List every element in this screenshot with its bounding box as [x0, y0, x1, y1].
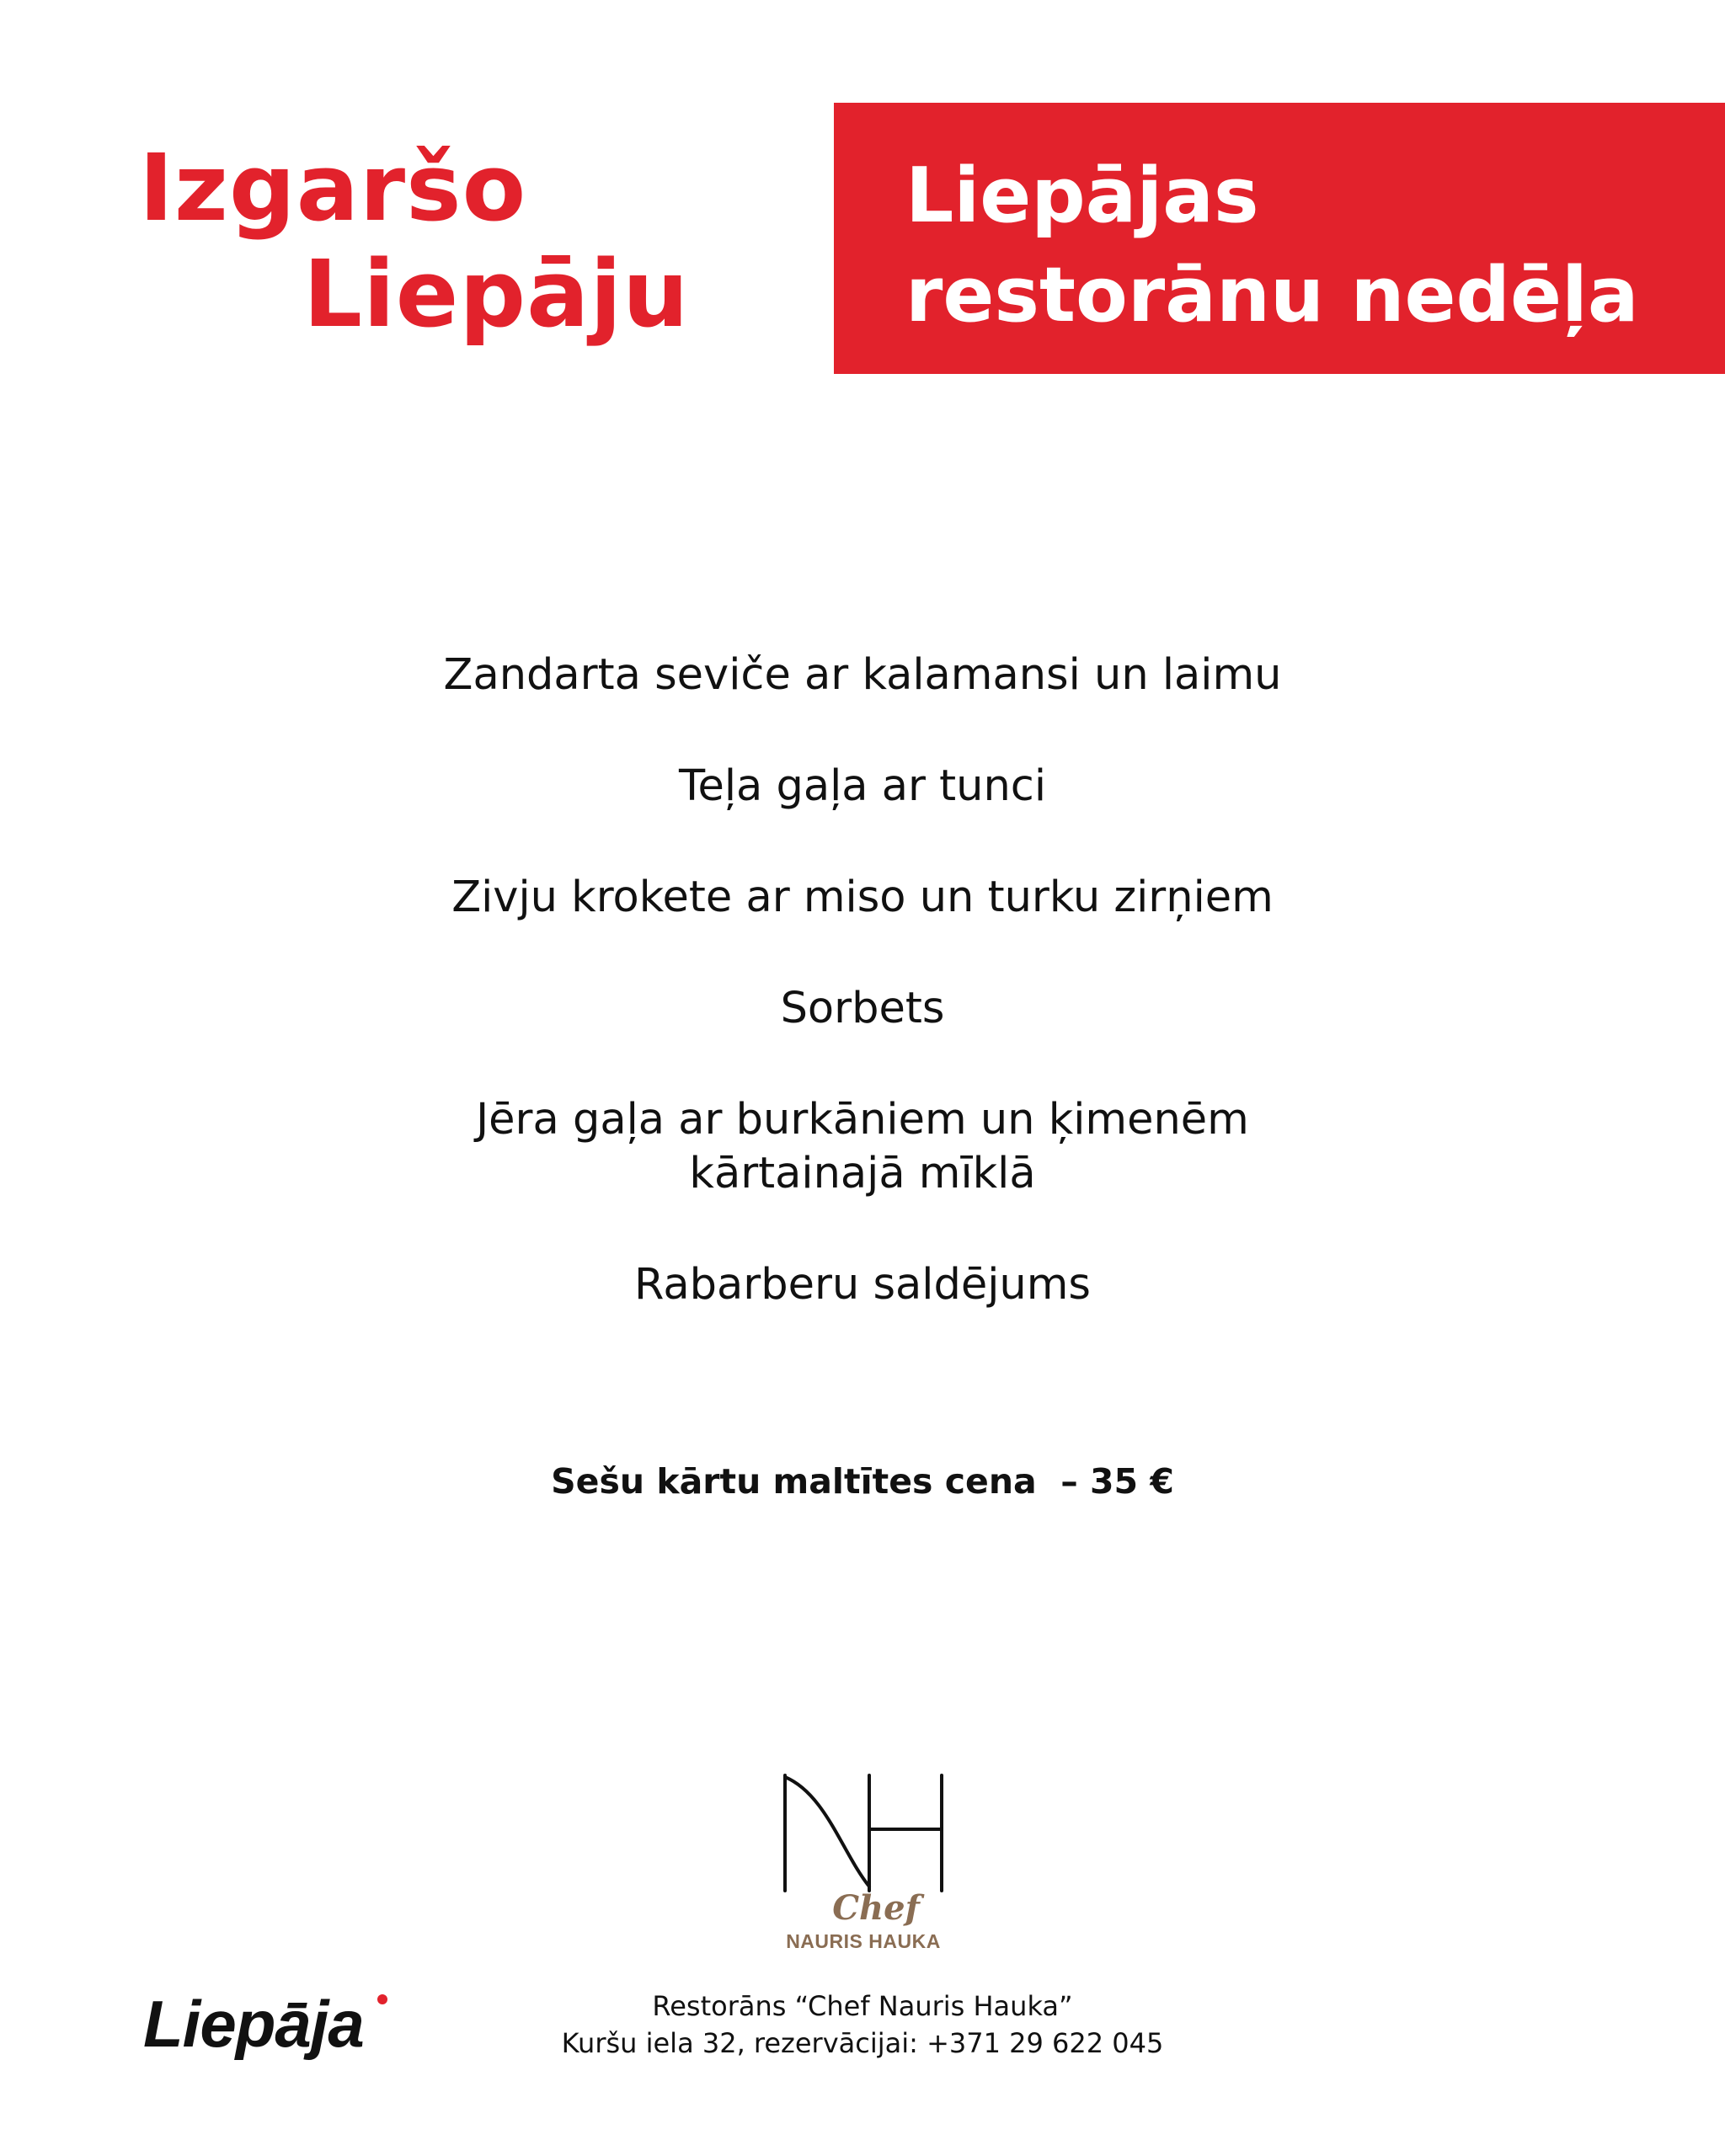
menu-item — [0, 648, 1725, 702]
slogan-heading — [139, 135, 729, 347]
banner-title-line-1: Liepājas — [905, 152, 1259, 240]
slogan-line-2: Liepāju — [303, 240, 690, 348]
menu-item-text-continued: kārtainajā mīklā — [689, 1149, 1036, 1198]
menu-item-text: Jēra gaļa ar burkāniem un ķimenēm — [476, 1095, 1249, 1145]
city-logo: Liepāja — [143, 1987, 364, 2061]
restaurant-logo — [775, 1769, 952, 1954]
nh-monogram-icon — [775, 1769, 952, 1895]
menu-price: Sešu kārtu maltītes cena – 35 € — [551, 1461, 1174, 1502]
menu-item — [0, 871, 1725, 925]
restaurant-contact — [0, 1988, 1725, 2062]
contact-restaurant-name: Restorāns “Chef Nauris Hauka” — [652, 1990, 1073, 2022]
banner-title-line-2: restorānu nedēļa — [905, 251, 1639, 339]
menu-item-text: Teļa gaļa ar tunci — [678, 761, 1047, 811]
logo-restaurant-name: NAURIS HAUKA — [786, 1930, 941, 1952]
menu-item-text: Rabarberu saldējums — [634, 1260, 1091, 1310]
menu-item-text: Zivju krokete ar miso un turku zirņiem — [451, 873, 1274, 922]
menu-item — [0, 982, 1725, 1036]
banner-title — [905, 147, 1639, 345]
menu-item-text: Sorbets — [780, 984, 945, 1033]
menu-item — [0, 760, 1725, 814]
menu-list — [0, 648, 1725, 1369]
menu-item — [0, 1258, 1725, 1312]
menu-item — [0, 1093, 1725, 1201]
logo-chef-script: Chef — [832, 1888, 920, 1928]
menu-item-text: Zandarta seviče ar kalamansi un laimu — [443, 650, 1282, 700]
event-banner — [834, 103, 1725, 374]
slogan-line-1: Izgaršo — [139, 134, 527, 242]
contact-address-phone: Kuršu iela 32, rezervācijai: +371 29 622 045 — [561, 2027, 1164, 2059]
